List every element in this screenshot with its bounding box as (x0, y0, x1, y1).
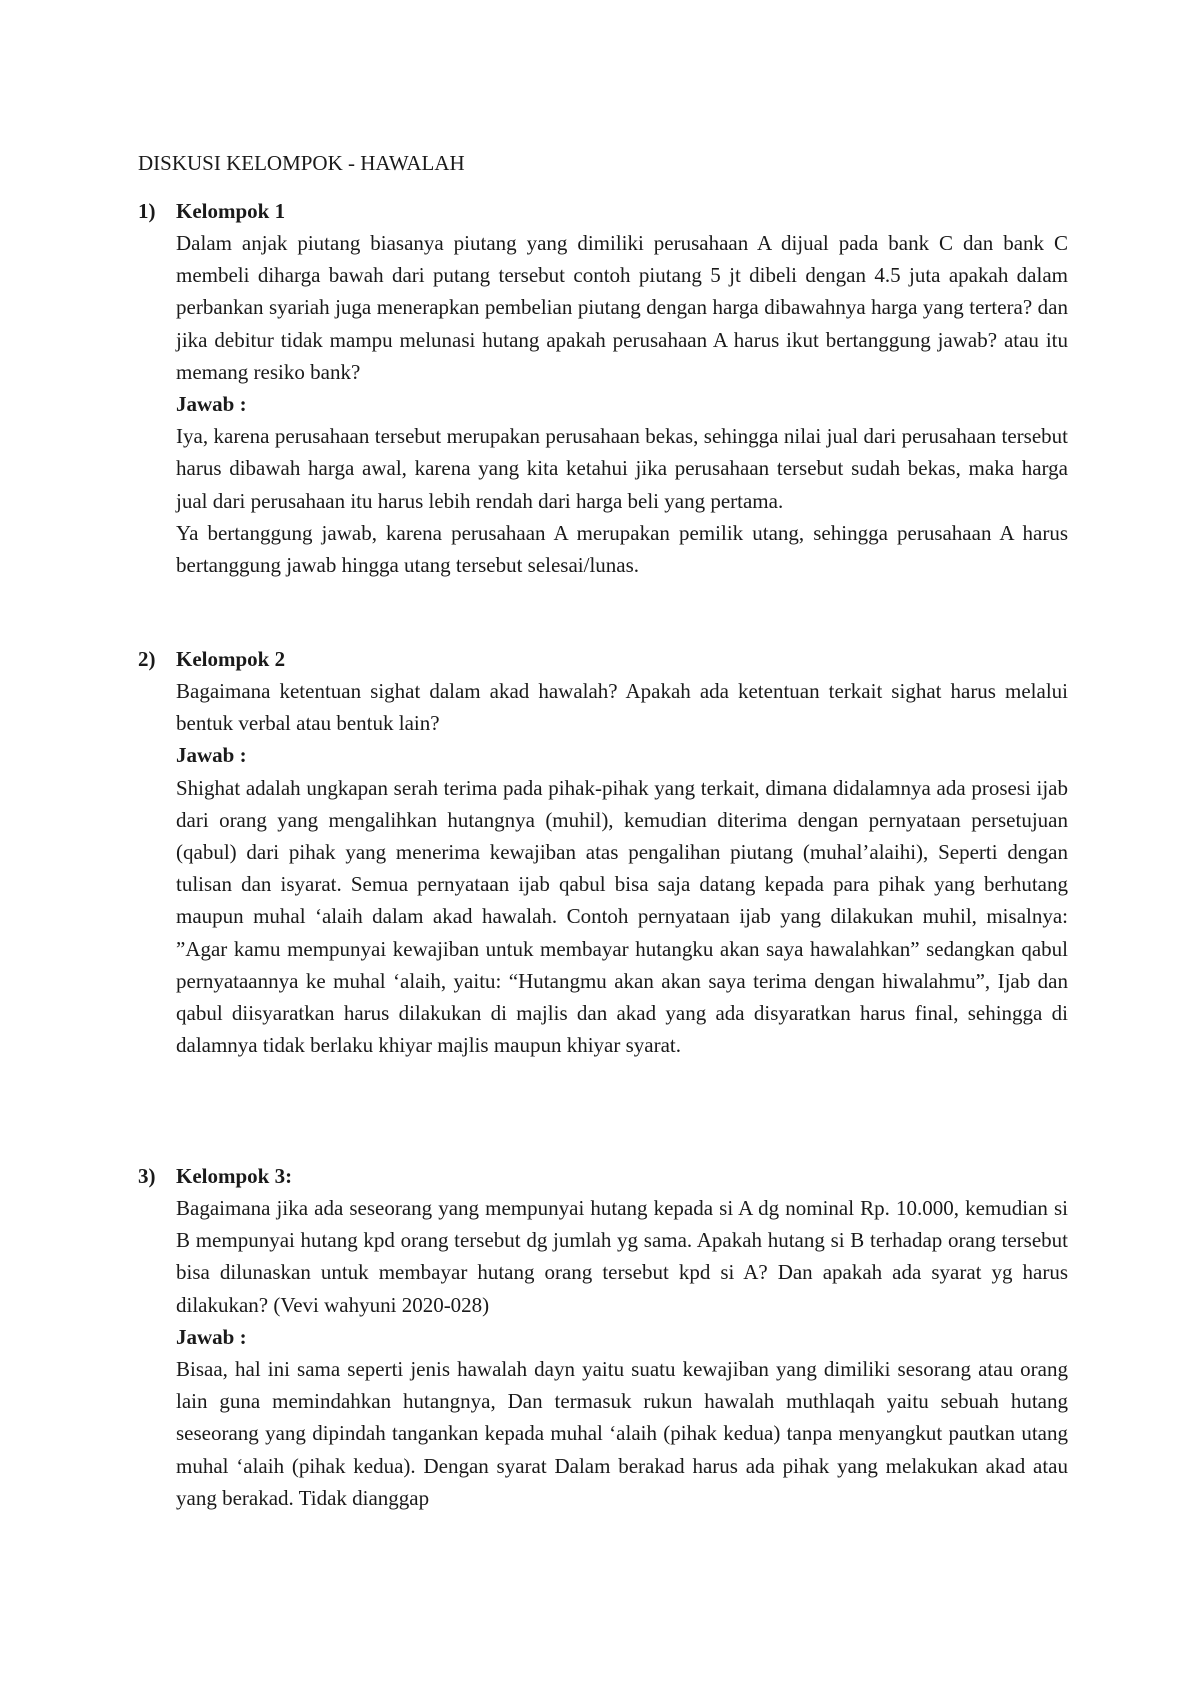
section-body (176, 227, 1068, 581)
answer-paragraph: Shighat adalah ungkapan serah terima pada pihak-pihak yang terkait, dimana didalamnya ada prosesi ijab dari orang yang mengalihkan hutangnya (muhil), kemudian diterima dengan pernyataan persetujuan (qabul) dari pihak yang menerima kewajiban atas pengalihan piutang (muhal’alaihi), Seperti dengan tulisan dan isyarat. Semua pernyataan ijab qabul bisa saja datang kepada para pihak yang berhutang maupun muhal ‘alaih dalam akad hawalah. Contoh pernyataan ijab yang dilakukan muhil, misalnya: ”Agar kamu mempunyai kewajiban untuk membayar hutangku akan saya hawalahkan” sedangkan qabul pernyataannya ke muhal ‘alaih, yaitu: “Hutangmu akan akan saya terima dengan hiwalahmu”, Ijab dan qabul diisyaratkan harus dilakukan di majlis dan akad yang ada disyaratkan harus final, sehingga di dalamnya tidak berlaku khiyar majlis maupun khiyar syarat. (176, 775, 1068, 1058)
section-body (176, 1192, 1068, 1514)
section-group-name: Kelompok 2 (176, 647, 286, 671)
question-text: Bagaimana jika ada seseorang yang mempunyai hutang kepada si A dg nominal Rp. 10.000, kemudian si B mempunyai hutang kpd orang tersebut dg jumlah yg sama. Apakah hutang si B terhadap orang tersebut bisa dilunaskan untuk membayar hutang orang tersebut kpd si A? Dan apakah ada syarat yg harus dilakukan? (Vevi wahyuni 2020-028) (176, 1196, 1068, 1317)
section-heading (138, 1160, 1068, 1192)
section-body (176, 675, 1068, 1061)
section-number: 2) (138, 647, 156, 671)
section-group-name: Kelompok 3: (176, 1164, 293, 1188)
section-number: 3) (138, 1164, 156, 1188)
question-text: Dalam anjak piutang biasanya piutang yang dimiliki perusahaan A dijual pada bank C dan bank C membeli diharga bawah dari putang tersebut contoh piutang 5 jt dibeli dengan 4.5 juta apakah dalam perbankan syariah juga menerapkan pembelian piutang dengan harga dibawahnya harga yang tertera? dan jika debitur tidak mampu melunasi hutang apakah perusahaan A harus ikut bertanggung jawab? atau itu memang resiko bank? (176, 231, 1068, 384)
section-heading (138, 643, 1068, 675)
answer-paragraph: Ya bertanggung jawab, karena perusahaan A merupakan pemilik utang, sehingga perusahaan A harus bertanggung jawab hingga utang tersebut selesai/lunas. (176, 520, 1068, 578)
section-kelompok-2 (138, 643, 1068, 1061)
answer-paragraph: Bisaa, hal ini sama seperti jenis hawalah dayn yaitu suatu kewajiban yang dimiliki sesorang atau orang lain guna memindahkan hutangnya, Dan termasuk rukun hawalah muthlaqah yaitu sebuah hutang seseorang yang dipindah tangankan kepada muhal ‘alaih (pihak kedua) tanpa menyangkut pautkan utang muhal ‘alaih (pihak kedua). Dengan syarat Dalam berakad harus ada pihak yang melakukan akad atau yang berakad. Tidak dianggap (176, 1357, 1068, 1510)
question-text: Bagaimana ketentuan sighat dalam akad hawalah? Apakah ada ketentuan terkait sighat harus melalui bentuk verbal atau bentuk lain? (176, 679, 1068, 736)
answer-label: Jawab : (176, 392, 247, 417)
document-title: DISKUSI KELOMPOK - HAWALAH (138, 151, 465, 175)
section-kelompok-3 (138, 1160, 1068, 1514)
section-heading (138, 195, 1068, 227)
section-number: 1) (138, 199, 156, 223)
answer-label: Jawab : (176, 743, 247, 768)
answer-paragraph: Iya, karena perusahaan tersebut merupakan perusahaan bekas, sehingga nilai jual dari perusahaan tersebut harus dibawah harga awal, karena yang kita ketahui jika perusahaan tersebut sudah bekas, maka harga jual dari perusahaan itu harus lebih rendah dari harga beli yang pertama. (176, 424, 1068, 513)
section-group-name: Kelompok 1 (176, 199, 286, 223)
section-kelompok-1 (138, 195, 1068, 581)
answer-label: Jawab : (176, 1324, 247, 1349)
